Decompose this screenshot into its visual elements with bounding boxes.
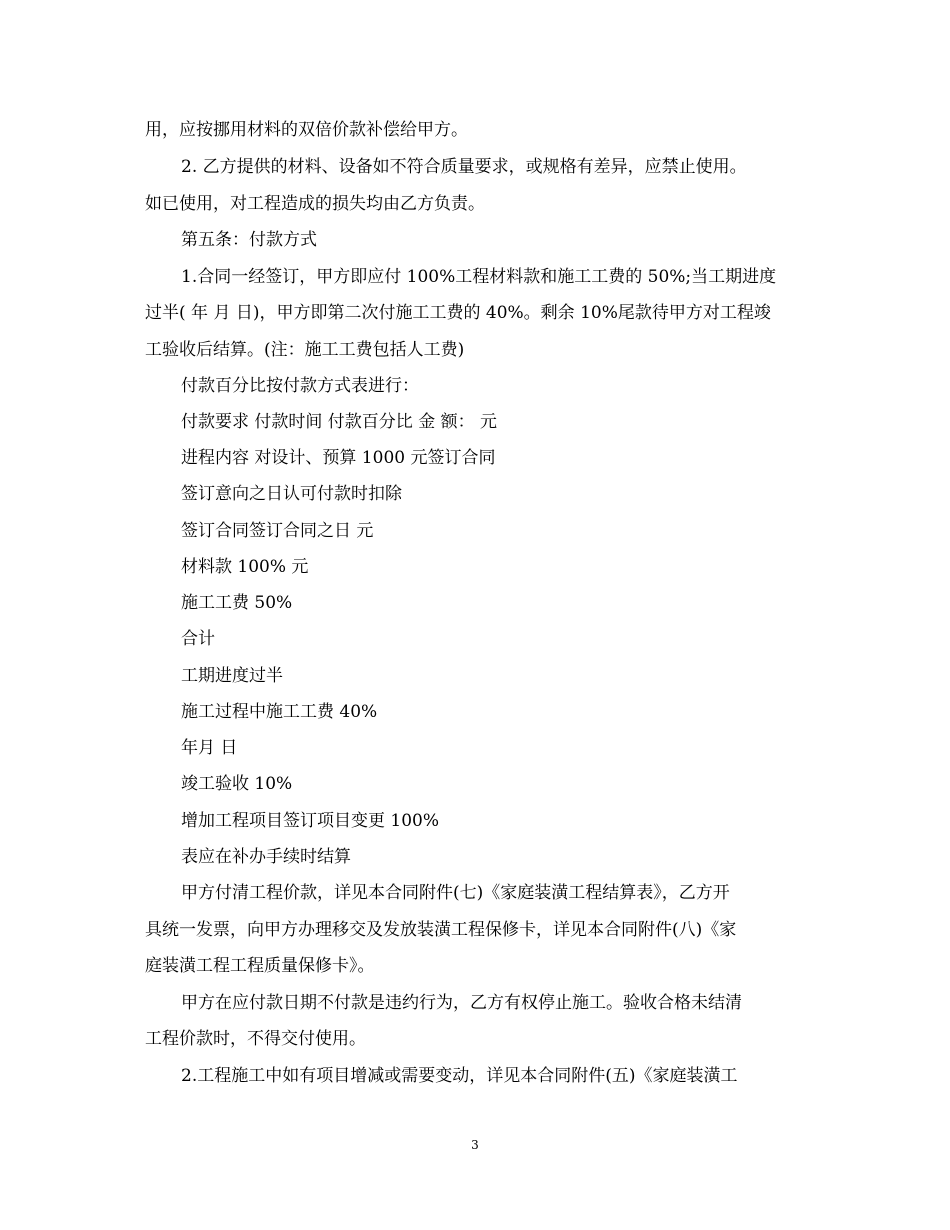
text-line-11: 签订意向之日认可付款时扣除: [181, 484, 402, 504]
text-line-17: 施工过程中施工工费 40%: [181, 702, 378, 722]
text-line-16: 工期进度过半: [181, 666, 283, 686]
text-line-8: 付款百分比按付款方式表进行：: [181, 376, 419, 396]
page-number: 3: [471, 1138, 479, 1152]
text-line-10: 进程内容 对设计、预算 1000 元签订合同: [181, 448, 496, 468]
text-line-5: 1.合同一经签订，甲方即应付 100%工程材料款和施工工费的 50%;当工期进度: [181, 267, 777, 287]
text-line-24: 庭装潢工程工程质量保修卡》。: [145, 956, 375, 976]
text-line-18: 年月 日: [181, 738, 238, 758]
text-line-1: 用，应按挪用材料的双倍价款补偿给甲方。: [145, 120, 468, 140]
text-line-23: 具统一发票，向甲方办理移交及发放装潢工程保修卡，详见本合同附件(八)《家: [145, 920, 737, 940]
text-line-13: 材料款 100% 元: [181, 557, 309, 577]
text-line-12: 签订合同签订合同之日 元: [181, 521, 374, 541]
text-line-27: 2.工程施工中如有项目增减或需要变动，详见本合同附件(五)《家庭装潢工: [181, 1066, 738, 1086]
text-line-20: 增加工程项目签订项目变更 100%: [181, 811, 440, 831]
text-line-7: 工验收后结算。(注：施工工费包括人工费): [145, 340, 465, 360]
text-line-14: 施工工费 50%: [181, 593, 293, 613]
text-line-25: 甲方在应付款日期不付款是违约行为，乙方有权停止施工。验收合格未结清: [181, 993, 742, 1013]
text-line-22: 甲方付清工程价款，详见本合同附件(七)《家庭装潢工程结算表》，乙方开: [181, 883, 730, 903]
text-line-3: 如已使用，对工程造成的损失均由乙方负责。: [145, 194, 485, 214]
text-line-15: 合计: [181, 629, 215, 649]
text-line-2: 2. 乙方提供的材料、设备如不符合质量要求，或规格有差异，应禁止使用。: [181, 157, 747, 177]
text-line-26: 工程价款时，不得交付使用。: [145, 1029, 366, 1049]
text-line-21: 表应在补办手续时结算: [181, 847, 351, 867]
section-heading: 第五条：付款方式: [181, 230, 317, 250]
text-line-6: 过半( 年 月 日)，甲方即第二次付施工工费的 40%。剩余 10%尾款待甲方对工程竣: [145, 303, 771, 323]
text-line-19: 竣工验收 10%: [181, 774, 293, 794]
text-line-9: 付款要求 付款时间 付款百分比 金 额： 元: [181, 412, 498, 432]
